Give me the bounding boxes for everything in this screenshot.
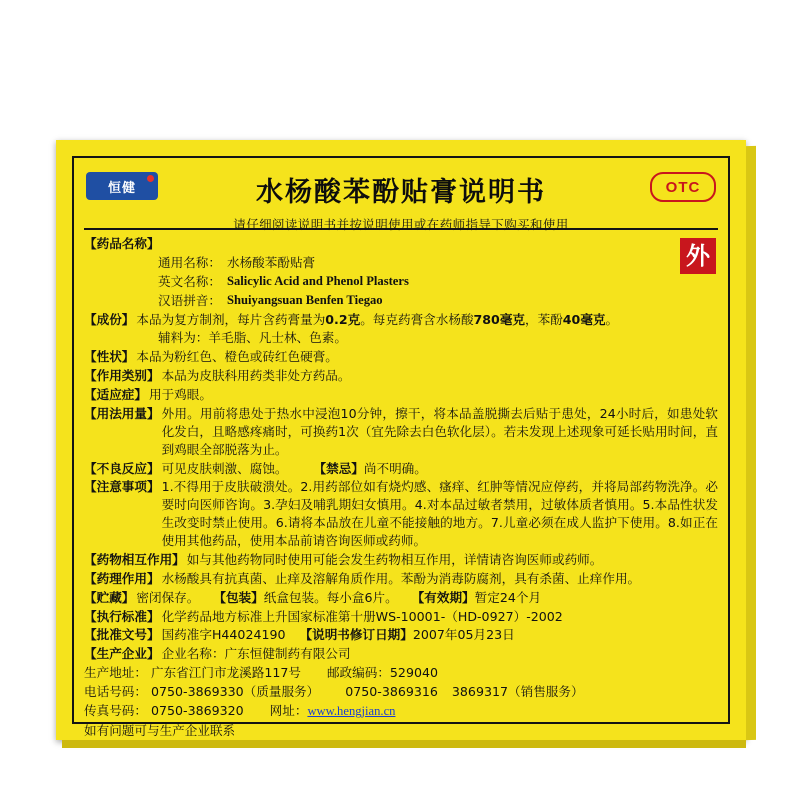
standard-label: 【执行标准】 bbox=[84, 608, 160, 624]
english-name-value: Salicylic Acid and Phenol Plasters bbox=[226, 273, 409, 288]
manufacturer-label: 【生产企业】 bbox=[84, 646, 160, 662]
dosage-label: 【用法用量】 bbox=[84, 405, 160, 421]
insert-header bbox=[84, 164, 718, 230]
indications-label: 【适应症】 bbox=[84, 387, 147, 402]
postcode-label: 邮政编码： bbox=[326, 665, 390, 681]
ingredients-phenol-amount: 40毫克 bbox=[562, 311, 606, 327]
package-right-edge bbox=[746, 146, 756, 740]
storage-value: 密闭保存。 bbox=[136, 589, 200, 605]
properties-label: 【性状】 bbox=[84, 349, 135, 365]
section-category bbox=[84, 367, 718, 385]
phone-number-3: 3869317 bbox=[451, 684, 508, 699]
revision-value: 2007年05月23日 bbox=[412, 627, 515, 643]
brand-logo-text: 恒健 bbox=[107, 180, 136, 196]
phone-row bbox=[84, 683, 718, 701]
website-label: 网址： bbox=[269, 702, 308, 718]
phone-label: 电话号码： bbox=[84, 684, 147, 699]
address-text: 广东省江门市龙溪路117号 bbox=[150, 665, 301, 681]
phone-number-1: 0750-3869330 bbox=[150, 684, 244, 699]
precautions-label: 【注意事项】 bbox=[84, 479, 160, 495]
brand-logo bbox=[86, 172, 158, 200]
ingredients-text-2: 。每克药膏含水杨酸 bbox=[360, 311, 474, 327]
phone-quality-label: （质量服务） bbox=[243, 684, 320, 699]
phone-number-2: 0750-3869316 bbox=[345, 684, 438, 699]
otc-badge: OTC bbox=[650, 172, 716, 202]
precaution-item: 3.孕妇及哺乳期妇女慎用。 bbox=[263, 497, 415, 513]
pinyin-label: 汉语拼音： bbox=[158, 292, 221, 308]
insert-inner-frame bbox=[72, 156, 730, 738]
precaution-item: 5.本品性状发生改变时禁止使用。 bbox=[161, 497, 718, 531]
pharmacology-value: 水杨酸具有抗真菌、止痒及溶解角质作用。苯酚为消毒防腐剂，具有杀菌、止痒作用。 bbox=[161, 570, 641, 586]
precaution-item: 2.用药部位如有烧灼感、瘙痒、红肿等情况应停药，并将局部药物洗净。必要时向医师咨询。 bbox=[161, 479, 718, 513]
validity-label: 【有效期】 bbox=[411, 589, 475, 605]
ingredients-label: 【成份】 bbox=[84, 311, 135, 327]
section-precautions bbox=[84, 478, 718, 550]
company-name-value: 广东恒健制药有限公司 bbox=[224, 646, 351, 662]
fax-label: 传真号码： bbox=[84, 702, 147, 718]
phone-sales-label: （销售服务） bbox=[508, 684, 584, 699]
section-dosage bbox=[84, 405, 718, 459]
adverse-value: 可见皮肤刺激、腐蚀。 bbox=[161, 460, 288, 476]
section-approval bbox=[84, 626, 718, 644]
address-row bbox=[84, 664, 718, 682]
pinyin-row bbox=[84, 292, 718, 310]
medicine-package-insert bbox=[56, 140, 746, 740]
package-bottom-edge bbox=[62, 740, 746, 748]
section-manufacturer bbox=[84, 645, 718, 663]
precautions-value bbox=[162, 478, 718, 550]
section-ingredients bbox=[84, 311, 718, 329]
adverse-label: 【不良反应】 bbox=[84, 460, 160, 476]
insert-body bbox=[84, 230, 718, 740]
pinyin-value: Shuiyangsuan Benfen Tiegao bbox=[226, 292, 383, 307]
contraindication-label: 【禁忌】 bbox=[313, 460, 364, 476]
section-drug-name bbox=[84, 235, 718, 253]
precaution-item: 6.请将本品放在儿童不能接触的地方。 bbox=[275, 515, 491, 531]
revision-label: 【说明书修订日期】 bbox=[299, 627, 413, 643]
fax-number: 0750-3869320 bbox=[150, 702, 244, 718]
website-link[interactable]: www.hengjian.cn bbox=[307, 703, 396, 718]
precaution-item: 7.儿童必须在成人监护下使用。 bbox=[490, 515, 668, 531]
ingredients-text-1: 本品为复方制剂，每片含药膏量为 bbox=[136, 311, 326, 327]
section-adverse-contraindication bbox=[84, 460, 718, 478]
ingredients-text-3: ，苯酚 bbox=[525, 311, 563, 327]
fax-value bbox=[151, 702, 718, 721]
generic-name-value: 水杨酸苯酚贴膏 bbox=[226, 254, 316, 270]
company-name-label: 企业名称： bbox=[161, 646, 225, 662]
section-indications bbox=[84, 386, 718, 404]
logo-dot-icon bbox=[147, 175, 154, 182]
address-value bbox=[151, 664, 718, 682]
standard-value: 化学药品地方标准上升国家标准第十册WS-10001-（HD-0927）-2002 bbox=[161, 608, 563, 624]
manufacturer-value bbox=[162, 645, 718, 663]
pharmacology-label: 【药理作用】 bbox=[84, 570, 160, 586]
generic-name-row bbox=[84, 254, 718, 272]
english-name-label: 英文名称： bbox=[158, 273, 221, 289]
ingredients-value bbox=[136, 311, 718, 329]
contraindication-value: 尚不明确。 bbox=[363, 460, 427, 476]
indications-value: 用于鸡眼。 bbox=[148, 387, 212, 402]
storage-label: 【贮藏】 bbox=[84, 589, 135, 605]
precaution-item: 8.如正在使用其他药品，使用本品前请咨询医师或药师。 bbox=[161, 515, 718, 548]
precaution-item: 4.对本品过敏者禁用，过敏体质者慎用。 bbox=[414, 497, 643, 513]
precaution-item: 1.不得用于皮肤破溃处。 bbox=[161, 479, 301, 495]
dosage-value: 外用。用前将患处于热水中浸泡10分钟，擦干，将本品盖脱撕去后贴于患处，24小时后，如患处软化发白，且略感疼痛时，可换药1次（宜先除去白色软化层）。若未发现上述现象可延长贴用时间，直到鸡眼全部脱落为止。 bbox=[161, 405, 718, 457]
drug-name-label: 【药品名称】 bbox=[84, 236, 160, 251]
approval-value: 国药准字H44024190 bbox=[161, 627, 286, 643]
properties-value: 本品为粉红色、橙色或砖红色硬膏。 bbox=[136, 349, 338, 365]
validity-value: 暂定24个月 bbox=[474, 589, 542, 605]
section-interaction bbox=[84, 551, 718, 569]
postcode-value: 529040 bbox=[389, 665, 438, 681]
section-pharmacology bbox=[84, 570, 718, 588]
english-name-row bbox=[84, 273, 718, 291]
interaction-value: 如与其他药物同时使用可能会发生药物相互作用，详情请咨询医师或药师。 bbox=[186, 551, 603, 567]
phone-value bbox=[151, 683, 718, 701]
contact-note: 如有问题可与生产企业联系 bbox=[84, 722, 236, 738]
category-value: 本品为皮肤科用药类非处方药品。 bbox=[161, 368, 351, 384]
package-label: 【包装】 bbox=[213, 589, 264, 605]
page-title: 水杨酸苯酚贴膏说明书 bbox=[256, 177, 546, 208]
section-standard bbox=[84, 608, 718, 626]
fax-row bbox=[84, 702, 718, 721]
page-subtitle: 请仔细阅读说明书并按说明使用或在药师指导下购买和使用 bbox=[233, 217, 569, 232]
category-label: 【作用类别】 bbox=[84, 368, 160, 384]
approval-label: 【批准文号】 bbox=[84, 627, 160, 643]
section-properties bbox=[84, 348, 718, 366]
contact-note-row bbox=[84, 722, 718, 740]
generic-name-label: 通用名称： bbox=[158, 254, 221, 270]
interaction-label: 【药物相互作用】 bbox=[84, 551, 185, 567]
section-storage-package-validity bbox=[84, 589, 718, 607]
address-label: 生产地址： bbox=[84, 665, 147, 681]
ingredients-amount-per-plaster: 0.2克 bbox=[325, 311, 361, 327]
ingredients-salicylic-amount: 780毫克 bbox=[473, 311, 526, 327]
ingredients-text-4: 。 bbox=[605, 311, 619, 327]
external-use-badge: 外 bbox=[680, 238, 716, 274]
package-value: 纸盒包装。每小盒6片。 bbox=[263, 589, 398, 605]
excipients-row: 辅料为：羊毛脂、凡士林、色素。 bbox=[158, 330, 347, 346]
